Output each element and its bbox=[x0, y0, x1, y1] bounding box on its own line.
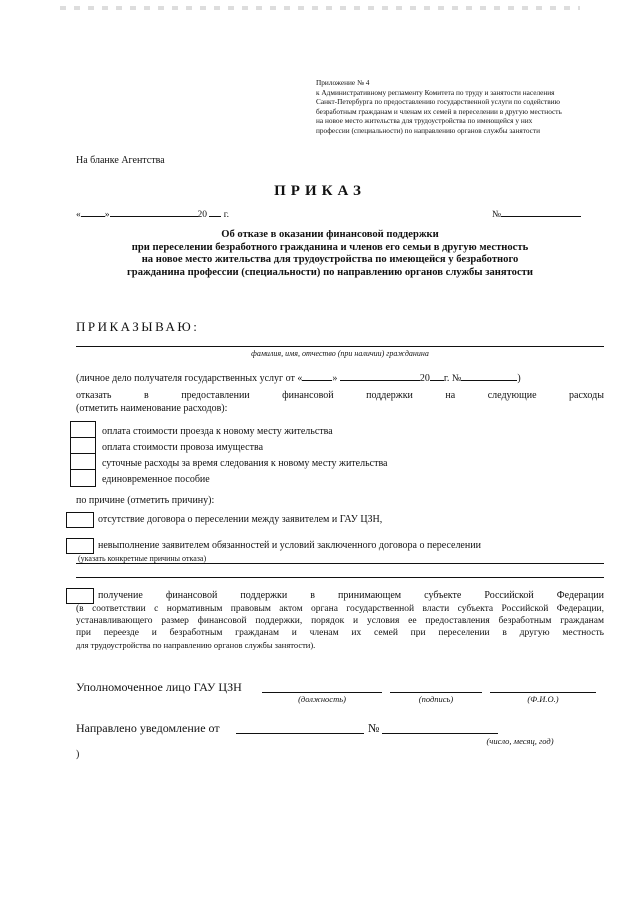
expense-item: оплата стоимости провоза имущества bbox=[102, 442, 264, 453]
notice-date-line[interactable] bbox=[236, 733, 364, 734]
appendix-line: на новое место жительства для трудоустройства по имеющейся у них bbox=[316, 116, 533, 126]
reason-field-line[interactable] bbox=[76, 577, 604, 578]
refuse-word: поддержки bbox=[366, 390, 413, 401]
checkbox-reason-no-contract[interactable] bbox=[66, 512, 94, 528]
case-day-blank[interactable] bbox=[302, 371, 332, 381]
checkbox-property[interactable] bbox=[71, 438, 94, 453]
expense-item: единовременное пособие bbox=[102, 474, 210, 485]
order-subject bbox=[90, 229, 570, 279]
appendix-line: Санкт-Петербурга по предоставлению государственной услуги по содействию bbox=[316, 97, 561, 107]
case-number-label: г. № bbox=[443, 373, 462, 384]
appendix-line: профессии (специальности) по направлению органов службы занятости bbox=[316, 125, 541, 135]
notice-number-line[interactable] bbox=[382, 733, 498, 734]
reason-option: невыполнение заявителем обязанностей и условий заключенного договора о переселении bbox=[98, 540, 481, 551]
reason-option: отсутствие договора о переселении между заявителем и ГАУ ЦЗН, bbox=[98, 514, 383, 525]
order-number-line bbox=[492, 207, 581, 220]
refuse-word: отказать bbox=[76, 390, 112, 401]
subject-line: гражданина профессии (специальности) по направлению органов службы занятости bbox=[127, 266, 533, 278]
refuse-note: (отметить наименование расходов): bbox=[76, 403, 228, 414]
signature-caption: (подпись) bbox=[418, 694, 454, 704]
refuse-word: в bbox=[143, 390, 149, 401]
name-caption: фамилия, имя, отчество (при наличии) гражданина bbox=[251, 349, 429, 358]
year-prefix: 20 bbox=[197, 210, 207, 220]
document-title: ПРИКАЗ bbox=[274, 183, 366, 199]
date-quote-close: » bbox=[104, 210, 110, 220]
position-caption: (должность) bbox=[298, 694, 346, 704]
date-caption: (число, месяц, год) bbox=[486, 736, 554, 746]
checkbox-travel[interactable] bbox=[71, 422, 94, 437]
checkbox-allowance[interactable] bbox=[71, 470, 94, 485]
number-blank[interactable] bbox=[501, 207, 581, 217]
refuse-word: на bbox=[445, 390, 456, 401]
expense-item: оплата стоимости проезда к новому месту жительства bbox=[102, 426, 333, 437]
year-blank[interactable] bbox=[209, 207, 221, 217]
appendix-line: к Административному регламенту Комитета по труду и занятости населения bbox=[316, 87, 555, 97]
reason-field-line[interactable] bbox=[76, 563, 604, 564]
position-line[interactable] bbox=[262, 692, 382, 693]
order-date-line bbox=[76, 207, 229, 220]
case-prefix: (личное дело получателя государственных услуг от « bbox=[76, 373, 303, 384]
order-heading: ПРИКАЗЫВАЮ: bbox=[76, 319, 200, 334]
fio-caption: (Ф.И.О.) bbox=[527, 694, 559, 704]
number-label: № bbox=[492, 210, 502, 220]
month-blank[interactable] bbox=[110, 207, 198, 217]
year-suffix: г. bbox=[223, 210, 229, 220]
case-year-blank[interactable] bbox=[430, 371, 444, 381]
day-blank[interactable] bbox=[81, 207, 105, 217]
appendix-line: безработным гражданам и членам их семей в переселении в другую местность bbox=[316, 106, 562, 116]
expense-item: суточные расходы за время следования к новому месту жительства bbox=[102, 458, 388, 469]
case-month-blank[interactable] bbox=[340, 371, 420, 381]
checkbox-reason-breach[interactable] bbox=[66, 538, 94, 554]
notice-label: Направлено уведомление от bbox=[76, 721, 220, 735]
checkbox-daily[interactable] bbox=[71, 454, 94, 469]
refuse-word: финансовой bbox=[282, 390, 334, 401]
refuse-word: расходы bbox=[569, 390, 604, 401]
reason3-detail: при переезде и безработным гражданам и членам их семей при переселении в другую местность bbox=[76, 628, 604, 638]
reason-option: получение финансовой поддержки в принимающем субъекте Российской Федерации bbox=[98, 590, 604, 601]
authorized-person-label: Уполномоченное лицо ГАУ ЦЗН bbox=[76, 680, 242, 694]
name-field-line[interactable] bbox=[76, 346, 604, 347]
appendix-block bbox=[316, 78, 562, 136]
reason3-detail: устанавливающего размер финансовой поддержки, порядок и условия ее предоставления безработным гражданам bbox=[76, 616, 604, 626]
case-year: 20 bbox=[419, 373, 430, 384]
reason3-detail: (в соответствии с нормативным правовым актом органа государственной власти субъекта Российской Федерации, bbox=[76, 604, 604, 614]
notice-number-label: № bbox=[368, 721, 380, 735]
reason-label: по причине (отметить причину): bbox=[76, 495, 215, 506]
case-line bbox=[76, 371, 521, 384]
reason3-detail: для трудоустройства по направлению органов службы занятости). bbox=[76, 640, 316, 650]
fio-line[interactable] bbox=[490, 692, 596, 693]
letterhead-note: На бланке Агентства bbox=[76, 155, 165, 166]
case-number-blank[interactable] bbox=[461, 371, 517, 381]
subject-line: при переселении безработного гражданина и членов его семьи в другую местность bbox=[131, 241, 529, 253]
signature-line[interactable] bbox=[390, 692, 482, 693]
case-quote: » bbox=[332, 373, 338, 384]
scan-artifact bbox=[60, 6, 580, 10]
closing-paren: ) bbox=[76, 749, 80, 760]
refuse-word: следующие bbox=[487, 390, 537, 401]
appendix-line: Приложение № 4 bbox=[316, 78, 370, 87]
date-quote-open: « bbox=[76, 210, 81, 220]
reason-note: (указать конкретные причины отказа) bbox=[78, 554, 207, 563]
case-close: ) bbox=[517, 373, 521, 384]
refuse-word: предоставлении bbox=[181, 390, 250, 401]
subject-line: Об отказе в оказании финансовой поддержки bbox=[221, 229, 439, 240]
checkbox-reason-support-received[interactable] bbox=[66, 588, 94, 604]
subject-line: на новое место жительства для трудоустройства по имеющейся у безработного bbox=[141, 254, 519, 266]
refuse-line bbox=[76, 390, 604, 401]
